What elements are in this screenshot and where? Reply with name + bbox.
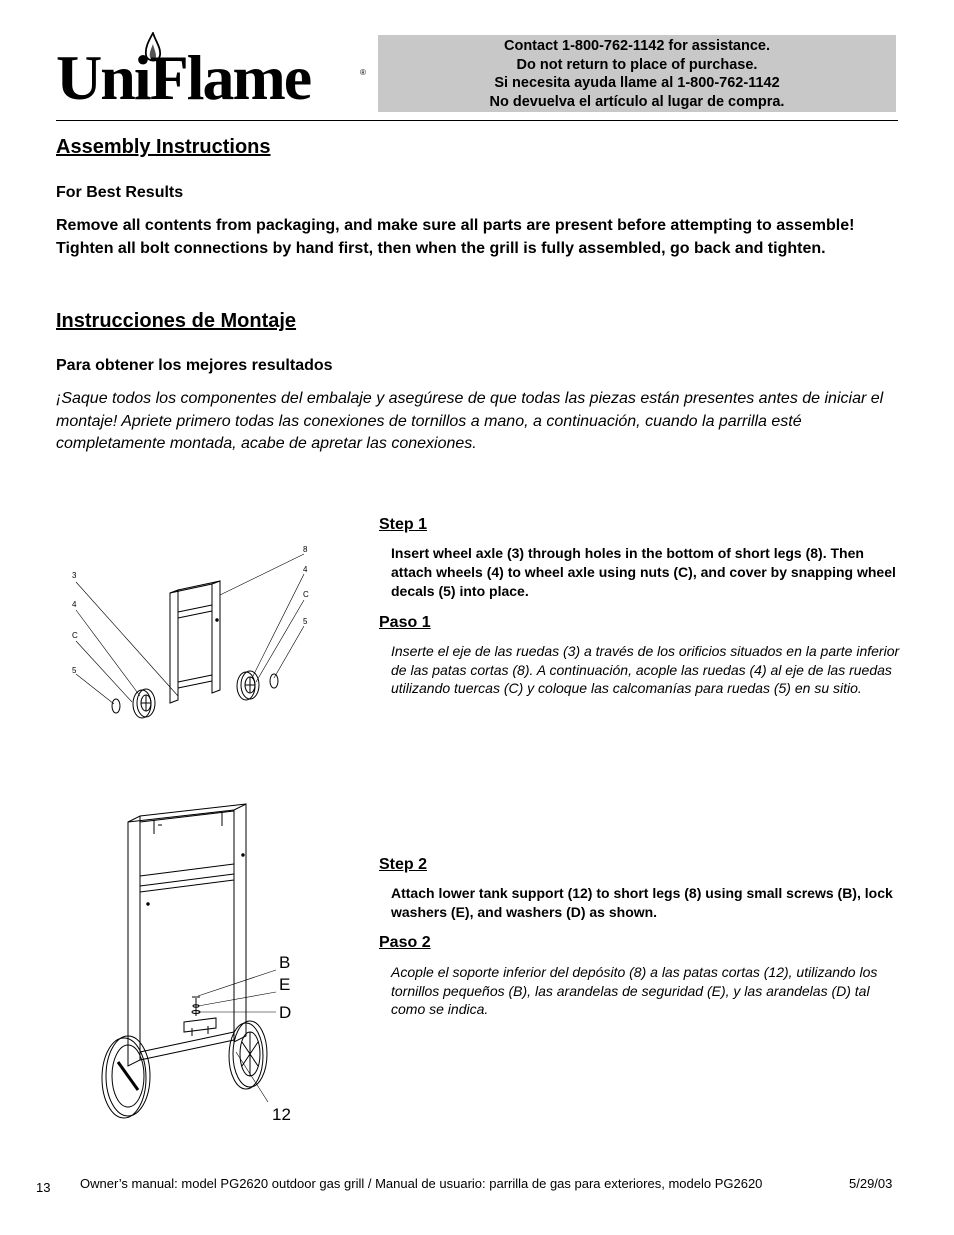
decal-right (270, 674, 278, 688)
diagram1-label: C (303, 590, 309, 599)
diagram2-label: E (279, 975, 291, 994)
mejores-resultados-subheading: Para obtener los mejores resultados (56, 357, 333, 374)
footer-text: Owner’s manual: model PG2620 outdoor gas grill / Manual de usuario: parrilla de gas para exteriores, modelo PG2620 (80, 1176, 763, 1191)
step2-diagram (96, 800, 316, 1130)
wheel-left (133, 689, 155, 718)
diagram2-label: 12 (272, 1105, 291, 1124)
paso1-title: Paso 1 (379, 614, 431, 631)
logo-wordmark: UniFlame (56, 42, 311, 113)
paso2-text: Acople el soporte inferior del depósito (8) a las patas cortas (12), utilizando los tornillos pequeños (B), las arandelas de seguridad (E), y las arandelas (D) tal como se indica. (391, 964, 878, 1018)
lower-tank-support (140, 1018, 234, 1060)
uniflame-logo (56, 32, 371, 116)
diagram2-label: B (279, 953, 291, 972)
diagram2-label: D (279, 1003, 292, 1022)
montaje-heading: Instrucciones de Montaje (56, 310, 297, 332)
contact-line: Contact 1-800-762-1142 for assistance. (504, 38, 770, 54)
wheel-left (102, 1036, 150, 1118)
wheel-right (229, 1021, 267, 1089)
step2-text: Attach lower tank support (12) to short legs (8) using small screws (B), lock washers (E), and washers (D) as shown. (391, 885, 893, 921)
contact-line: Si necesita ayuda llame al 1-800-762-1142 (494, 75, 780, 91)
decal-left (112, 699, 120, 713)
footer-date: 5/29/03 (849, 1176, 893, 1191)
step2-title: Step 2 (379, 856, 428, 873)
paso1-text: Inserte el eje de las ruedas (3) a través de los orificios situados en la parte inferior de las patas cortas (8). A continuación, acople las ruedas (4) al eje de las ruedas utilizando tuercas (C) y coloque las calcomanías para ruedas (5) en su sitio. (391, 643, 900, 697)
hardware-stack (192, 997, 200, 1016)
assembly-heading: Assembly Instructions (56, 136, 271, 158)
diagram1-label: 8 (303, 545, 308, 554)
page-number: 13 (36, 1180, 51, 1195)
diagram1-label: 3 (72, 571, 77, 580)
paso2-title: Paso 2 (379, 934, 431, 951)
header-rule (56, 120, 898, 121)
montaje-body: ¡Saque todos los componentes del embalaje y asegúrese de que todas las piezas están presentes antes de iniciar el montaje! Apriete primero todas las conexiones de tornillos a mano, a continuación, cuando la parrilla esté completamente montada, acabe de apretar las conexiones. (56, 390, 884, 452)
diagram1-label: 5 (72, 666, 77, 675)
diagram1-label: 4 (303, 565, 308, 574)
short-legs-frame (128, 804, 246, 1066)
contact-line: Do not return to place of purchase. (516, 56, 758, 73)
step1-diagram (60, 540, 320, 730)
diagram1-label: 5 (303, 617, 308, 626)
step1-text: Insert wheel axle (3) through holes in the bottom of short legs (8). Then attach wheels (4) to wheel axle using nuts (C), and cover by snapping wheel decals (5) into place. (391, 545, 896, 600)
registered-mark: ® (360, 68, 366, 77)
assembly-body: Remove all contents from packaging, and make sure all parts are present before attempting to assemble! Tighten all bolt connections by hand first, then when the grill is fully assembled, go back and tighten. (56, 217, 855, 257)
step1-title: Step 1 (379, 516, 428, 533)
diagram1-label: 4 (72, 600, 77, 609)
wheel-right (237, 671, 259, 700)
best-results-subheading: For Best Results (56, 184, 184, 201)
contact-line: No devuelva el artículo al lugar de compra. (489, 93, 785, 110)
short-legs-frame (170, 581, 220, 703)
contact-box (378, 35, 896, 112)
diagram1-label: C (72, 631, 78, 640)
